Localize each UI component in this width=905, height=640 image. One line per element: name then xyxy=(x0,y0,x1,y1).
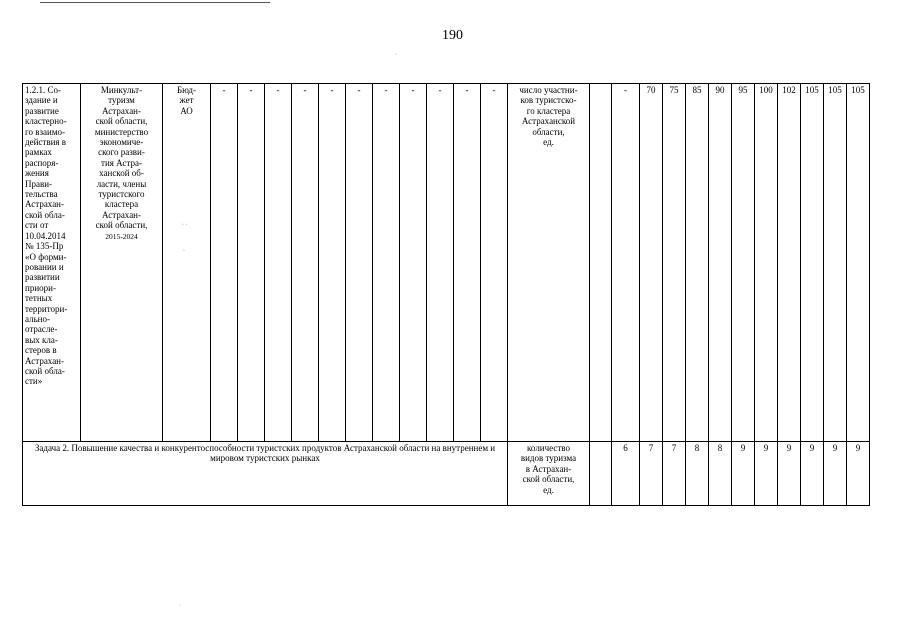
indicator-text: количество видов туризма в Астрахан- ской области, ед. xyxy=(520,443,577,495)
value-cell: 7 xyxy=(663,442,686,506)
value-cell: 105 xyxy=(824,84,847,442)
executor-cell xyxy=(81,84,163,442)
period-text: 2015-2024 xyxy=(105,231,138,241)
value-cell: 9 xyxy=(801,442,824,506)
value-cell: 105 xyxy=(801,84,824,442)
finance-cell: - xyxy=(373,84,400,442)
finance-cell: - xyxy=(454,84,481,442)
value-cell: 7 xyxy=(640,442,663,506)
finance-cell: - xyxy=(481,84,508,442)
indicator-cell xyxy=(508,84,590,442)
value-cell: 9 xyxy=(755,442,778,506)
value-cell: 9 xyxy=(778,442,801,506)
value-cell: 6 xyxy=(612,442,640,506)
scan-speck: · · xyxy=(182,222,188,228)
value-cell: 9 xyxy=(847,442,870,506)
value-cell: 102 xyxy=(778,84,801,442)
value-cell: - xyxy=(612,84,640,442)
indicator-text: число участни- ков туристско- го кластера Астраханской области, ед. xyxy=(519,85,578,148)
source-cell xyxy=(163,84,211,442)
value-cell: 8 xyxy=(709,442,732,506)
empty-cell xyxy=(590,442,612,506)
value-cell: 100 xyxy=(755,84,778,442)
finance-cell: - xyxy=(427,84,454,442)
program-table xyxy=(22,83,870,506)
scan-speck: · xyxy=(395,52,397,58)
table-row xyxy=(23,442,870,506)
finance-cell: - xyxy=(265,84,292,442)
scan-speck: · xyxy=(183,248,185,254)
value-cell: 75 xyxy=(663,84,686,442)
finance-cell: - xyxy=(400,84,427,442)
scan-speck: · xyxy=(179,603,181,609)
source-text: Бюд- жет АО xyxy=(176,85,196,116)
executor-text: Минкульт- туризм Астрахан- ской области, министерство экономиче- ского разви- тия Астра- ханской об- ласти, члены туристского кластера Астрахан- ской области, xyxy=(94,85,149,231)
value-cell: 70 xyxy=(640,84,663,442)
measure-cell xyxy=(23,84,81,442)
empty-cell xyxy=(590,84,612,442)
finance-cell: - xyxy=(346,84,373,442)
value-cell: 9 xyxy=(824,442,847,506)
value-cell: 8 xyxy=(686,442,709,506)
indicator-cell xyxy=(508,442,590,506)
finance-cell: - xyxy=(292,84,319,442)
value-cell: 95 xyxy=(732,84,755,442)
value-cell: 85 xyxy=(686,84,709,442)
value-cell: 9 xyxy=(732,442,755,506)
measure-text: 1.2.1. Со- здание и развитие кластерно- го взаимо- действия в рамках распоря- жения Прави- тельства Астрахан- ской обла- сти от 10.04.2014 № 135-Пр «О форми- ровании и развитии приори- тетных территори- ально- отрасле- вых кла- стеров в Астрахан- ской обла- сти» xyxy=(25,85,68,387)
page-number: 190 xyxy=(442,28,463,43)
task-heading: Задача 2. Повышение качества и конкурентоспособности туристских продуктов Астраханской области на внутреннем и мировом туристских рынках xyxy=(23,442,508,506)
scan-artifact-line xyxy=(40,2,270,3)
finance-cell: - xyxy=(238,84,265,442)
finance-cell: - xyxy=(319,84,346,442)
value-cell: 90 xyxy=(709,84,732,442)
value-cell: 105 xyxy=(847,84,870,442)
table-row xyxy=(23,84,870,442)
finance-cell: - xyxy=(211,84,238,442)
